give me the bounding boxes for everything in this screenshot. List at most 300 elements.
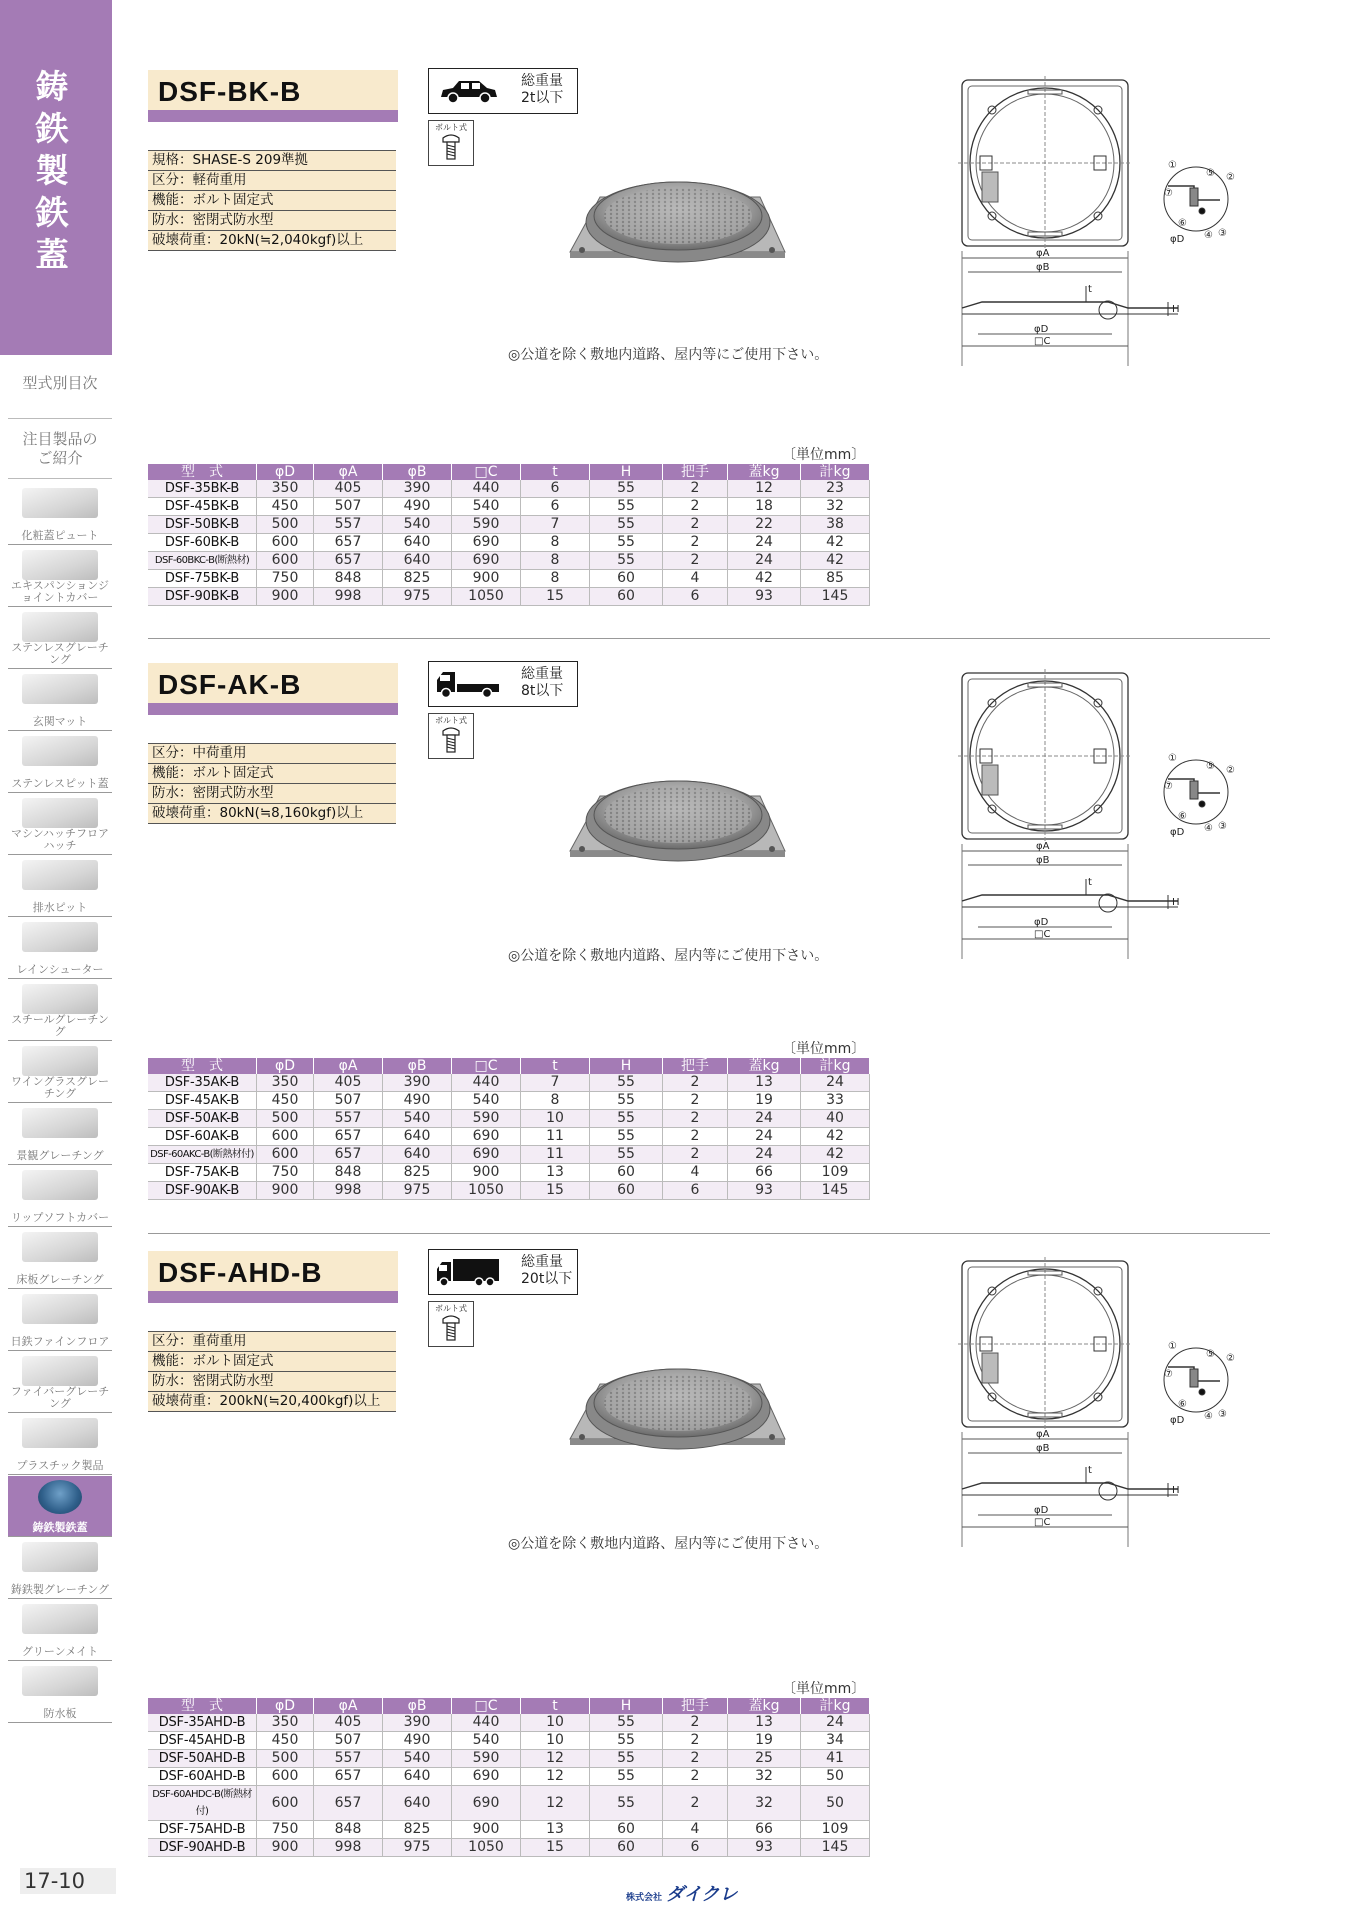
table-cell: 55 — [590, 498, 663, 516]
table-cell: 350 — [257, 480, 314, 498]
sidebar-item-label: グリーンメイト — [21, 1645, 99, 1658]
product-thumbnail — [22, 984, 98, 1014]
sidebar-item[interactable] — [8, 1538, 112, 1599]
svg-text:⑤: ⑤ — [1206, 761, 1215, 772]
table-cell: 33 — [801, 1092, 870, 1110]
svg-text:⑤: ⑤ — [1206, 1349, 1215, 1360]
table-cell: DSF-60BKC-B(断熱材) — [148, 552, 257, 570]
company-logo: 株式会社 ダイクレ — [626, 1884, 738, 1905]
table-cell: 507 — [314, 1732, 383, 1750]
product-title: DSF-AHD-B — [148, 1251, 398, 1301]
table-row — [148, 1074, 870, 1092]
sidebar-item-label: 景観グレーチング — [16, 1149, 104, 1162]
sidebar-item-label: ファイバーグレーチング — [10, 1385, 110, 1410]
table-cell: 1050 — [452, 1839, 521, 1857]
table-header: 計kg — [801, 464, 870, 480]
table-cell: 600 — [257, 552, 314, 570]
table-row — [148, 480, 870, 498]
table-cell: DSF-50AK-B — [148, 1110, 257, 1128]
table-cell: 15 — [521, 1182, 590, 1200]
svg-text:φA: φA — [1036, 1429, 1050, 1440]
table-cell: 55 — [590, 1732, 663, 1750]
product-thumbnail — [22, 736, 98, 766]
table-header: 把手 — [663, 1698, 728, 1714]
table-cell: 2 — [663, 552, 728, 570]
table-cell: 540 — [383, 1750, 452, 1768]
table-header: 計kg — [801, 1698, 870, 1714]
table-cell: 657 — [314, 534, 383, 552]
sidebar-item[interactable] — [8, 1228, 112, 1289]
table-cell: 557 — [314, 516, 383, 534]
table-row — [148, 1146, 870, 1164]
table-row — [148, 570, 870, 588]
table-cell: 32 — [728, 1786, 801, 1821]
table-header: □C — [452, 464, 521, 480]
table-cell: 390 — [383, 480, 452, 498]
spec-item: 区分：重荷重用 — [148, 1331, 396, 1352]
table-cell: 13 — [521, 1164, 590, 1182]
sidebar-item[interactable] — [8, 1104, 112, 1165]
table-cell: 6 — [663, 1182, 728, 1200]
table-header: 計kg — [801, 1058, 870, 1074]
product-thumbnail — [22, 1356, 98, 1386]
table-cell: 4 — [663, 570, 728, 588]
sidebar-item[interactable] — [8, 980, 112, 1041]
table-cell: 60 — [590, 588, 663, 606]
sidebar-item[interactable] — [8, 1476, 112, 1537]
bolt-icon — [442, 727, 460, 753]
table-cell: 12 — [521, 1786, 590, 1821]
table-header: H — [590, 1058, 663, 1074]
svg-text:⑦: ⑦ — [1164, 1369, 1173, 1380]
table-cell: 405 — [314, 480, 383, 498]
table-cell: 657 — [314, 1786, 383, 1821]
sidebar-item-label: リップソフトカバー — [10, 1211, 110, 1224]
product-thumbnail — [22, 612, 98, 642]
product-thumbnail — [22, 1170, 98, 1200]
side-divider — [8, 418, 112, 419]
table-header: φD — [257, 1058, 314, 1074]
table-cell: DSF-50BK-B — [148, 516, 257, 534]
table-cell: 2 — [663, 498, 728, 516]
svg-text:④: ④ — [1204, 230, 1213, 241]
table-cell: 557 — [314, 1750, 383, 1768]
table-cell: 24 — [801, 1074, 870, 1092]
load-weight-badge — [428, 661, 578, 707]
table-cell: 825 — [383, 570, 452, 588]
svg-text:⑥: ⑥ — [1178, 811, 1187, 822]
table-cell: 640 — [383, 534, 452, 552]
svg-text:H: H — [1172, 304, 1180, 315]
table-cell: DSF-35BK-B — [148, 480, 257, 498]
product-thumbnail — [22, 1108, 98, 1138]
table-cell: 600 — [257, 534, 314, 552]
svg-text:φB: φB — [1036, 1443, 1050, 1454]
table-cell: 19 — [728, 1092, 801, 1110]
svg-text:③: ③ — [1218, 1409, 1227, 1420]
bolt-icon — [442, 1315, 460, 1341]
table-cell: 13 — [521, 1821, 590, 1839]
table-row — [148, 1732, 870, 1750]
table-cell: 500 — [257, 1110, 314, 1128]
sidebar-item-label: レインシューター — [16, 963, 104, 976]
table-cell: 600 — [257, 1128, 314, 1146]
table-cell: 640 — [383, 1786, 452, 1821]
table-cell: DSF-60AK-B — [148, 1128, 257, 1146]
sidebar-item-label: 排水ピット — [32, 901, 88, 914]
table-cell: 450 — [257, 1732, 314, 1750]
table-cell: 975 — [383, 588, 452, 606]
svg-text:□C: □C — [1034, 1517, 1051, 1528]
table-row — [148, 1182, 870, 1200]
table-cell: DSF-45BK-B — [148, 498, 257, 516]
table-cell: 6 — [663, 1839, 728, 1857]
table-row — [148, 588, 870, 606]
svg-text:H: H — [1172, 897, 1180, 908]
table-cell: 690 — [452, 1768, 521, 1786]
sidebar-item[interactable] — [8, 1662, 112, 1723]
table-cell: 40 — [801, 1110, 870, 1128]
title-underline — [148, 703, 398, 715]
table-cell: 15 — [521, 588, 590, 606]
table-cell: 32 — [801, 498, 870, 516]
table-cell: 55 — [590, 1092, 663, 1110]
table-header: φA — [314, 1698, 383, 1714]
sidebar-item-label: スチールグレーチング — [11, 1013, 109, 1038]
table-cell: 55 — [590, 1074, 663, 1092]
table-cell: 690 — [452, 1786, 521, 1821]
spec-item: 破壊荷重：200kN(≒20,400kgf)以上 — [148, 1392, 396, 1412]
table-cell: 6 — [521, 498, 590, 516]
table-cell: DSF-75AK-B — [148, 1164, 257, 1182]
svg-text:⑤: ⑤ — [1206, 168, 1215, 179]
svg-text:□C: □C — [1034, 336, 1051, 347]
product-thumbnail — [22, 1232, 98, 1262]
table-cell: 600 — [257, 1786, 314, 1821]
svg-text:H: H — [1172, 1485, 1180, 1496]
table-header: □C — [452, 1058, 521, 1074]
table-row — [148, 1750, 870, 1768]
svg-text:t: t — [1088, 1465, 1092, 1476]
spec-table — [148, 1058, 870, 1200]
sidebar-item[interactable] — [8, 1414, 112, 1475]
sidebar-item[interactable] — [8, 794, 112, 855]
spec-list — [148, 743, 396, 824]
table-cell: 109 — [801, 1164, 870, 1182]
product-photo — [560, 152, 790, 272]
table-cell: 2 — [663, 1110, 728, 1128]
table-cell: 490 — [383, 498, 452, 516]
table-cell: 2 — [663, 1128, 728, 1146]
svg-text:①: ① — [1168, 753, 1177, 764]
table-cell: 540 — [452, 498, 521, 516]
table-cell: 848 — [314, 1164, 383, 1182]
table-header: 把手 — [663, 1058, 728, 1074]
sidebar-item-label: 鋳鉄製グレーチング — [10, 1583, 110, 1596]
svg-text:①: ① — [1168, 160, 1177, 171]
table-cell: 60 — [590, 1182, 663, 1200]
table-cell: 557 — [314, 1110, 383, 1128]
table-header: 型 式 — [148, 1698, 257, 1714]
sidebar-item[interactable] — [8, 1352, 112, 1413]
table-row — [148, 498, 870, 516]
table-cell: 10 — [521, 1714, 590, 1732]
side-divider — [8, 478, 112, 479]
product-thumbnail — [22, 860, 98, 890]
svg-text:φD: φD — [1170, 827, 1185, 838]
product-thumbnail — [22, 798, 98, 828]
product-title: DSF-BK-B — [148, 70, 398, 120]
sidebar-item[interactable] — [8, 1600, 112, 1661]
sidebar-item-label: 床板グレーチング — [16, 1273, 104, 1286]
table-cell: DSF-60BK-B — [148, 534, 257, 552]
svg-text:④: ④ — [1204, 1411, 1213, 1422]
table-cell: 55 — [590, 1146, 663, 1164]
table-cell: 900 — [452, 1164, 521, 1182]
table-cell: 350 — [257, 1714, 314, 1732]
spec-list — [148, 1331, 396, 1412]
table-cell: 1050 — [452, 588, 521, 606]
sidebar-item[interactable] — [8, 1166, 112, 1227]
table-header: φA — [314, 1058, 383, 1074]
bolt-type-badge: ボルト式 — [428, 713, 474, 759]
table-cell: 12 — [728, 480, 801, 498]
table-cell: 42 — [801, 534, 870, 552]
table-header: 型 式 — [148, 1058, 257, 1074]
table-cell: 8 — [521, 570, 590, 588]
table-cell: 390 — [383, 1714, 452, 1732]
sidebar-item[interactable] — [8, 484, 112, 545]
product-thumbnail — [22, 1604, 98, 1634]
spec-item: 区分：軽荷重用 — [148, 171, 396, 191]
table-cell: 405 — [314, 1714, 383, 1732]
svg-text:φA: φA — [1036, 248, 1050, 259]
table-cell: 15 — [521, 1839, 590, 1857]
table-cell: 2 — [663, 1768, 728, 1786]
sidebar-item[interactable] — [8, 918, 112, 979]
svg-text:⑦: ⑦ — [1164, 188, 1173, 199]
title-underline — [148, 110, 398, 122]
svg-text:□C: □C — [1034, 929, 1051, 940]
sidebar-item[interactable] — [8, 608, 112, 669]
load-weight-badge — [428, 1249, 578, 1295]
svg-text:④: ④ — [1204, 823, 1213, 834]
table-cell: 2 — [663, 480, 728, 498]
table-cell: 41 — [801, 1750, 870, 1768]
table-header: 蓋kg — [728, 1058, 801, 1074]
table-cell: 19 — [728, 1732, 801, 1750]
table-cell: 1050 — [452, 1182, 521, 1200]
table-header: H — [590, 1698, 663, 1714]
table-cell: DSF-90AHD-B — [148, 1839, 257, 1857]
table-cell: 507 — [314, 498, 383, 516]
sidebar-item[interactable] — [8, 1290, 112, 1351]
product-thumbnail — [22, 1046, 98, 1076]
link-type-index[interactable]: 型式別目次 — [22, 374, 98, 392]
table-header: 蓋kg — [728, 464, 801, 480]
table-cell: 900 — [452, 1821, 521, 1839]
table-cell: 640 — [383, 1128, 452, 1146]
table-header: □C — [452, 1698, 521, 1714]
table-row — [148, 1821, 870, 1839]
spec-item: 規格：SHASE-S 209準拠 — [148, 150, 396, 171]
table-row — [148, 1128, 870, 1146]
sidebar-item[interactable] — [8, 1042, 112, 1103]
table-cell: 12 — [521, 1750, 590, 1768]
bolt-icon — [442, 134, 460, 160]
svg-text:φB: φB — [1036, 855, 1050, 866]
table-header: t — [521, 464, 590, 480]
table-cell: 93 — [728, 1182, 801, 1200]
sidebar-item-label: マシンハッチフロアハッチ — [11, 827, 109, 852]
sidebar-item[interactable] — [8, 670, 112, 731]
table-cell: 6 — [521, 480, 590, 498]
table-cell: DSF-45AHD-B — [148, 1732, 257, 1750]
spec-table — [148, 1698, 870, 1857]
table-cell: 145 — [801, 588, 870, 606]
table-cell: 490 — [383, 1092, 452, 1110]
category-header — [0, 0, 112, 355]
dimension-drawing — [958, 76, 1268, 376]
svg-text:①: ① — [1168, 1341, 1177, 1352]
table-cell: 657 — [314, 1146, 383, 1164]
sidebar-item-label: 化粧蓋ピュート — [21, 529, 99, 542]
table-cell: 750 — [257, 1164, 314, 1182]
table-cell: 7 — [521, 516, 590, 534]
truck-icon — [435, 1258, 501, 1286]
sidebar-item-label: 防水板 — [43, 1707, 77, 1720]
spec-item: 区分：中荷重用 — [148, 743, 396, 764]
table-cell: 590 — [452, 1750, 521, 1768]
table-cell: 848 — [314, 570, 383, 588]
table-cell: 2 — [663, 1714, 728, 1732]
table-cell: 34 — [801, 1732, 870, 1750]
table-cell: 2 — [663, 516, 728, 534]
table-cell: 440 — [452, 1714, 521, 1732]
sidebar-item[interactable] — [8, 546, 112, 607]
link-featured[interactable]: 注目製品のご紹介 — [22, 430, 98, 467]
table-cell: 55 — [590, 1714, 663, 1732]
table-cell: 8 — [521, 534, 590, 552]
table-cell: 42 — [801, 1128, 870, 1146]
svg-text:②: ② — [1226, 1353, 1235, 1364]
product-photo — [560, 751, 790, 871]
sidebar-item[interactable] — [8, 732, 112, 793]
spec-table — [148, 464, 870, 606]
table-cell: 657 — [314, 1768, 383, 1786]
table-cell: DSF-75BK-B — [148, 570, 257, 588]
table-cell: 8 — [521, 1092, 590, 1110]
svg-text:t: t — [1088, 877, 1092, 888]
table-cell: 690 — [452, 1146, 521, 1164]
product-thumbnail — [22, 1418, 98, 1448]
table-cell: 2 — [663, 1732, 728, 1750]
table-cell: 24 — [728, 1146, 801, 1164]
table-cell: 2 — [663, 534, 728, 552]
svg-text:⑥: ⑥ — [1178, 218, 1187, 229]
table-cell: 24 — [728, 1128, 801, 1146]
title-underline — [148, 1291, 398, 1303]
product-thumbnail — [22, 1294, 98, 1324]
table-cell: 690 — [452, 534, 521, 552]
table-row — [148, 1768, 870, 1786]
table-cell: 23 — [801, 480, 870, 498]
table-cell: 825 — [383, 1821, 452, 1839]
table-row — [148, 1714, 870, 1732]
table-cell: 11 — [521, 1146, 590, 1164]
bolt-type-badge: ボルト式 — [428, 1301, 474, 1347]
svg-text:φD: φD — [1034, 917, 1049, 928]
table-cell: 145 — [801, 1839, 870, 1857]
sidebar-item-label: ステンレスグレーチング — [11, 641, 109, 666]
table-cell: DSF-90BK-B — [148, 588, 257, 606]
spec-item: 破壊荷重：80kN(≒8,160kgf)以上 — [148, 804, 396, 824]
table-cell: 55 — [590, 552, 663, 570]
table-cell: 640 — [383, 1146, 452, 1164]
table-cell: 60 — [590, 570, 663, 588]
product-title: DSF-AK-B — [148, 663, 398, 713]
table-cell: 10 — [521, 1732, 590, 1750]
spec-item: 防水：密閉式防水型 — [148, 1372, 396, 1392]
table-cell: 390 — [383, 1074, 452, 1092]
table-cell: 85 — [801, 570, 870, 588]
table-cell: 50 — [801, 1786, 870, 1821]
table-cell: 10 — [521, 1110, 590, 1128]
table-header: H — [590, 464, 663, 480]
table-cell: 22 — [728, 516, 801, 534]
table-cell: 24 — [728, 552, 801, 570]
car-icon — [435, 77, 501, 105]
table-cell: 60 — [590, 1839, 663, 1857]
table-row — [148, 516, 870, 534]
table-cell: 500 — [257, 1750, 314, 1768]
table-header: φB — [383, 1058, 452, 1074]
table-row — [148, 1092, 870, 1110]
table-cell: 900 — [257, 1839, 314, 1857]
sidebar-item-label: ステンレスピット蓋 — [11, 777, 109, 790]
load-weight-badge — [428, 68, 578, 114]
sidebar-item[interactable] — [8, 856, 112, 917]
table-cell: 8 — [521, 552, 590, 570]
section-divider — [148, 638, 1270, 639]
product-thumbnail — [38, 1480, 82, 1514]
table-cell: 50 — [801, 1768, 870, 1786]
table-cell: 975 — [383, 1839, 452, 1857]
table-cell: 2 — [663, 1786, 728, 1821]
table-cell: 93 — [728, 588, 801, 606]
table-cell: 900 — [452, 570, 521, 588]
table-row — [148, 1110, 870, 1128]
table-cell: 55 — [590, 516, 663, 534]
table-cell: DSF-60AHDC-B(断熱材付) — [148, 1786, 257, 1821]
product-thumbnail — [22, 488, 98, 518]
table-cell: 18 — [728, 498, 801, 516]
table-cell: 55 — [590, 480, 663, 498]
table-cell: 55 — [590, 1110, 663, 1128]
table-cell: 690 — [452, 552, 521, 570]
spec-item: 機能：ボルト固定式 — [148, 1352, 396, 1372]
table-cell: 640 — [383, 552, 452, 570]
svg-text:φB: φB — [1036, 262, 1050, 273]
table-cell: 4 — [663, 1164, 728, 1182]
sidebar-item-label: 鋳鉄製鉄蓋 — [32, 1521, 88, 1534]
table-cell: 7 — [521, 1074, 590, 1092]
weight-text: 総重量 2t以下 — [521, 73, 564, 106]
table-header: 把手 — [663, 464, 728, 480]
table-cell: 24 — [728, 534, 801, 552]
table-cell: 42 — [728, 570, 801, 588]
svg-text:⑦: ⑦ — [1164, 781, 1173, 792]
